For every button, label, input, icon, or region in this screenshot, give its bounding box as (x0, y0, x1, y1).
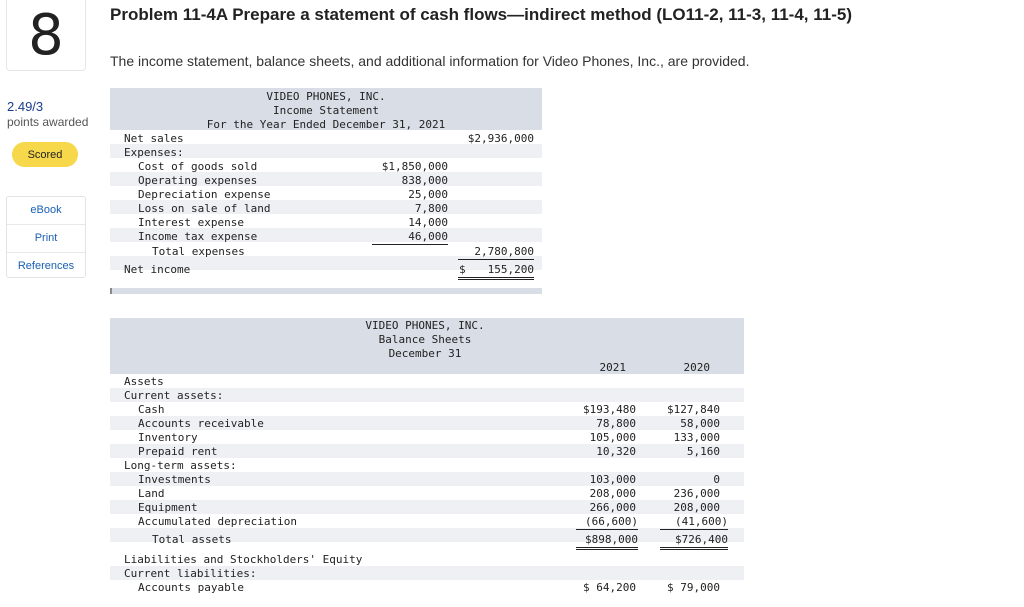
col-header-2021: 2021 (599, 361, 626, 374)
expenses-label: Expenses: (124, 146, 184, 159)
asset-2021: $193,480 (583, 403, 636, 416)
expense-label: Depreciation expense (138, 188, 271, 201)
net-income-label: Net income (124, 263, 191, 276)
asset-label: Accumulated depreciation (138, 515, 297, 528)
expense-amount: 25,000 (408, 188, 448, 201)
asset-2021: 10,320 (596, 445, 636, 458)
expense-label: Cost of goods sold (138, 160, 258, 173)
total-assets-label: Total assets (152, 533, 232, 546)
asset-2020: 58,000 (680, 417, 720, 430)
asset-2021: 208,000 (589, 487, 636, 500)
expense-label: Income tax expense (138, 230, 258, 243)
score-value: 2.49/3 (7, 99, 44, 114)
status-badge: Scored (12, 142, 78, 167)
net-income-symbol: $ (459, 263, 466, 276)
question-number: 8 (6, 0, 86, 71)
asset-2020: 236,000 (673, 487, 720, 500)
long-term-assets-label: Long-term assets: (124, 459, 237, 472)
net-income-value: 155,200 (487, 263, 534, 276)
current-assets-label: Current assets: (124, 389, 224, 402)
balance-sheet (110, 318, 744, 607)
current-liabilities-label: Current liabilities: (124, 567, 257, 580)
total-assets-2021: $898,000 (576, 533, 638, 550)
expense-amount: $1,850,000 (381, 160, 448, 173)
asset-2021: 105,000 (589, 431, 636, 444)
resource-links (6, 196, 86, 278)
income-statement-footer-edge (110, 288, 112, 294)
asset-label: Cash (138, 403, 165, 416)
net-sales-value: $2,936,000 (467, 132, 534, 145)
liability-label: Accounts payable (138, 581, 244, 594)
is-company: VIDEO PHONES, INC. (266, 90, 386, 103)
expense-amount: 46,000 (372, 230, 448, 245)
asset-2021: 103,000 (589, 473, 636, 486)
problem-title: Problem 11-4A Prepare a statement of cash flows—indirect method (LO11-2, 11-3, 11-4, 11-5) (110, 5, 852, 24)
assets-label: Assets (124, 375, 164, 388)
score-label: points awarded (7, 115, 89, 129)
is-title: Income Statement (273, 104, 379, 117)
asset-2021: 78,800 (596, 417, 636, 430)
total-expenses-value: 2,780,800 (458, 245, 534, 260)
income-statement (110, 88, 542, 294)
asset-label: Prepaid rent (138, 445, 218, 458)
asset-2020: 0 (713, 473, 720, 486)
bs-company: VIDEO PHONES, INC. (365, 319, 485, 332)
col-header-2020: 2020 (683, 361, 710, 374)
references-link[interactable]: References (17, 260, 75, 272)
bs-title: Balance Sheets (378, 333, 472, 346)
liability-2021: $ 64,200 (583, 581, 636, 594)
asset-2020: (41,600) (660, 515, 728, 530)
asset-label: Equipment (138, 501, 198, 514)
asset-2020: $127,840 (667, 403, 720, 416)
expense-label: Operating expenses (138, 174, 258, 187)
expense-label: Loss on sale of land (138, 202, 271, 215)
asset-label: Accounts receivable (138, 417, 264, 430)
total-assets-2020: $726,400 (660, 533, 728, 550)
asset-2020: 208,000 (673, 501, 720, 514)
liabilities-equity-label: Liabilities and Stockholders' Equity (124, 553, 363, 566)
bs-date: December 31 (388, 347, 462, 360)
asset-label: Inventory (138, 431, 198, 444)
total-expenses-label: Total expenses (152, 245, 245, 258)
asset-label: Investments (138, 473, 211, 486)
net-sales-label: Net sales (124, 132, 184, 145)
asset-2021: 266,000 (589, 501, 636, 514)
expense-amount: 14,000 (408, 216, 448, 229)
liability-2020: $ 79,000 (667, 581, 720, 594)
expense-amount: 7,800 (414, 202, 448, 215)
ebook-link[interactable]: eBook (7, 197, 85, 225)
asset-2020: 133,000 (673, 431, 720, 444)
is-period: For the Year Ended December 31, 2021 (206, 118, 446, 131)
problem-intro: The income statement, balance sheets, and additional information for Video Phones, Inc., are provided. (110, 53, 750, 69)
asset-2021: (66,600) (576, 515, 638, 530)
income-statement-footer-band (110, 288, 542, 294)
asset-2020: 5,160 (686, 445, 720, 458)
expense-amount: 838,000 (401, 174, 448, 187)
asset-label: Land (138, 487, 165, 500)
expense-label: Interest expense (138, 216, 244, 229)
print-link[interactable]: Print (7, 225, 85, 253)
